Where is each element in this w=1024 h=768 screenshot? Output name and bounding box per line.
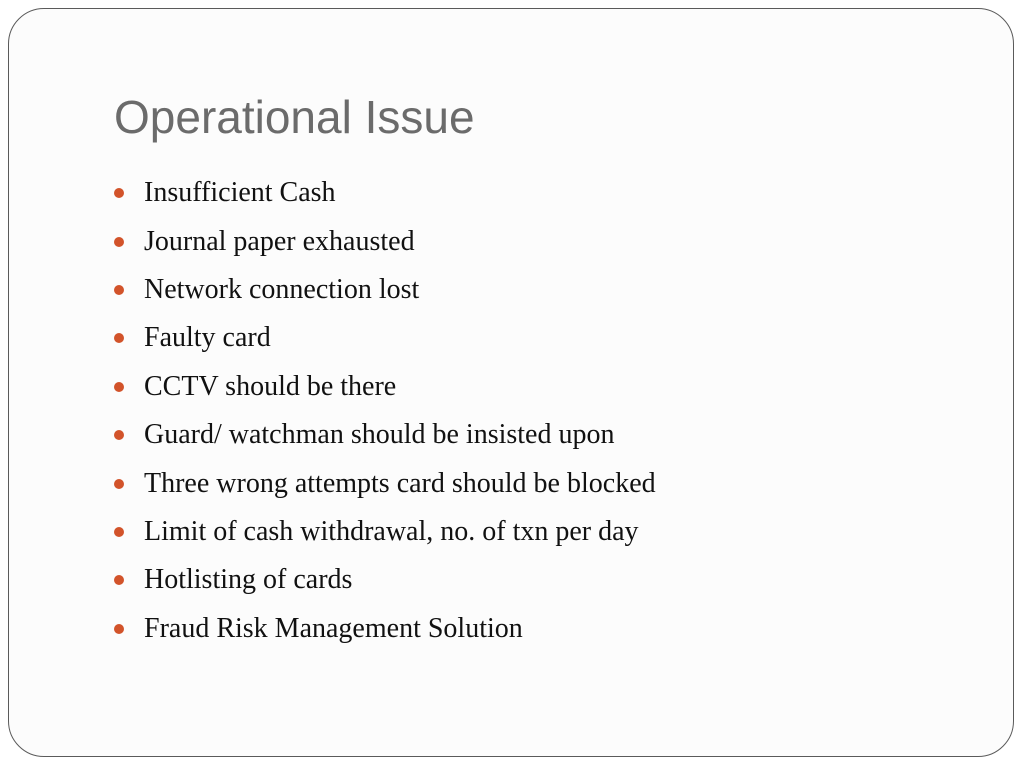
bullet-dot-icon bbox=[114, 333, 124, 343]
bullet-dot-icon bbox=[114, 430, 124, 440]
slide-frame bbox=[8, 8, 1014, 757]
list-item bbox=[114, 605, 656, 653]
bullet-dot-icon bbox=[114, 575, 124, 585]
bullet-text: Three wrong attempts card should be blocked bbox=[144, 467, 656, 499]
bullet-text: Hotlisting of cards bbox=[144, 564, 353, 596]
bullet-text: Guard/ watchman should be insisted upon bbox=[144, 419, 615, 451]
list-item bbox=[114, 217, 656, 265]
list-item bbox=[114, 556, 656, 604]
bullet-text: Fraud Risk Management Solution bbox=[144, 612, 523, 644]
bullet-dot-icon bbox=[114, 624, 124, 634]
list-item bbox=[114, 508, 656, 556]
list-item bbox=[114, 266, 656, 314]
bullet-dot-icon bbox=[114, 237, 124, 247]
list-item bbox=[114, 363, 656, 411]
bullet-dot-icon bbox=[114, 382, 124, 392]
bullet-text: Faulty card bbox=[144, 322, 271, 354]
bullet-dot-icon bbox=[114, 527, 124, 537]
bullet-text: Insufficient Cash bbox=[144, 177, 336, 209]
bullet-text: Network connection lost bbox=[144, 273, 420, 305]
slide-title: Operational Issue bbox=[114, 91, 475, 143]
bullet-text: Limit of cash withdrawal, no. of txn per day bbox=[144, 515, 639, 547]
bullet-text: Journal paper exhausted bbox=[144, 225, 415, 257]
list-item bbox=[114, 169, 656, 217]
bullet-dot-icon bbox=[114, 285, 124, 295]
bullet-dot-icon bbox=[114, 188, 124, 198]
list-item bbox=[114, 314, 656, 362]
bullet-text: CCTV should be there bbox=[144, 370, 397, 402]
list-item bbox=[114, 459, 656, 507]
list-item bbox=[114, 411, 656, 459]
bullet-dot-icon bbox=[114, 479, 124, 489]
bullet-list bbox=[114, 169, 656, 653]
